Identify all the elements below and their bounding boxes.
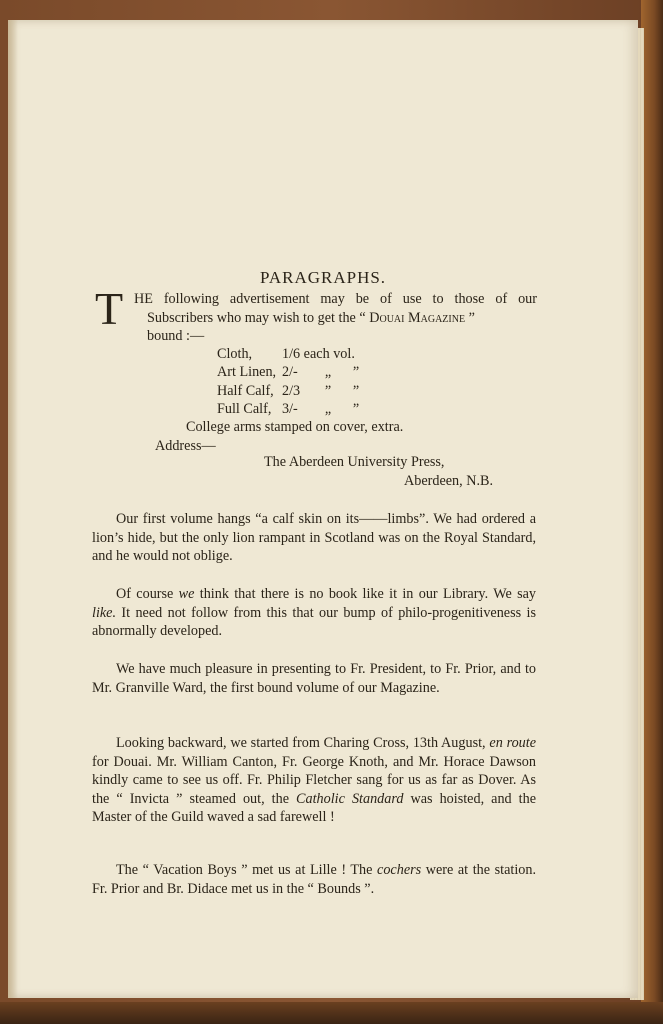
page-title: PARAGRAPHS. <box>259 268 387 287</box>
book-cover-edge <box>641 0 663 1024</box>
price-row: Art Linen, 2/- „ ” <box>217 364 360 380</box>
address-label: Address— <box>155 438 216 454</box>
book-cover-bottom <box>0 1002 663 1024</box>
advert-line-2: Subscribers who may wish to get the “ Douai Magazine ” <box>147 310 475 326</box>
price-row: Half Calf, 2/3 ” ” <box>217 383 360 399</box>
paragraph-volume: Our first volume hangs “a calf skin on its——limbs”. We had ordered a lion’s hide, but the only lion rampant in Scotland was on the Royal Standard, and he would not oblige. <box>92 511 536 565</box>
book-page <box>8 20 638 998</box>
advert-line-1: HE following advertisement may be of use to those of our <box>134 291 537 307</box>
price-row: Full Calf, 3/- „ ” <box>217 401 360 417</box>
paragraph-presentation: We have much pleasure in presenting to Fr. President, to Fr. Prior, and to Mr. Granville Ward, the first bound volume of our Magazine. <box>92 661 536 696</box>
price-row: Cloth, 1/6 each vol. <box>217 346 355 362</box>
address-line-2: Aberdeen, N.B. <box>404 473 494 489</box>
page-gutter <box>8 20 18 998</box>
paragraph-lille: The “ Vacation Boys ” met us at Lille ! The cochers were at the station. Fr. Prior and Br. Didace met us in the “ Bounds ”. <box>92 862 536 897</box>
advert-line-3: bound :— <box>147 328 205 344</box>
paragraph-journey: Looking backward, we started from Charing Cross, 13th August, en route for Douai. Mr. William Canton, Fr. George Knoth, and Mr. Horace Dawson kindly came to see us off. Fr. Philip Fletcher sang for us as far as Dover. As the “ Invicta ” steamed out, the Catholic Standard was hoisted, and the Master of the Guild waved a sad farewell ! <box>92 735 536 826</box>
address-line-1: The Aberdeen University Press, <box>264 454 445 470</box>
paragraph-library: Of course we think that there is no book like it in our Library. We say like. It need not follow from this that our bump of philo-progenitiveness is abnormally developed. <box>92 586 536 640</box>
magazine-name: Douai Magazine <box>369 310 466 326</box>
drop-cap: T <box>95 283 124 334</box>
college-arms-note: College arms stamped on cover, extra. <box>186 419 404 435</box>
